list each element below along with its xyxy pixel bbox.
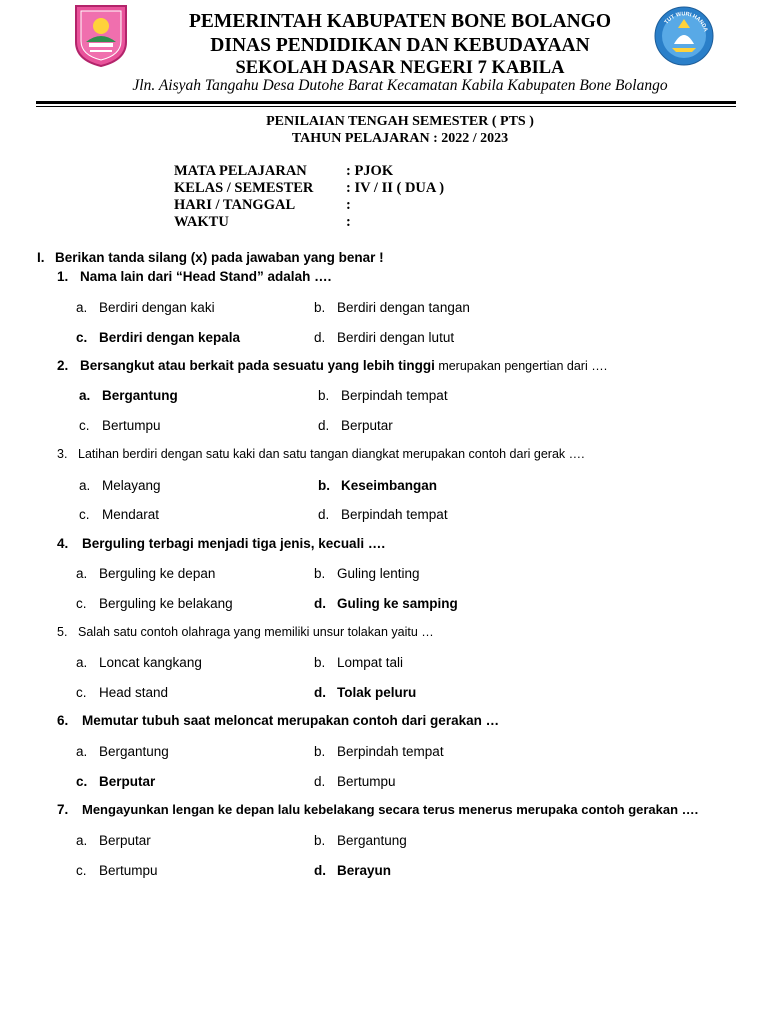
option-text: Guling lenting bbox=[337, 566, 420, 581]
identity-value: : IV / II ( DUA ) bbox=[346, 180, 445, 196]
option-letter: c. bbox=[79, 507, 90, 522]
question-text: Mengayunkan lengan ke depan lalu kebelakang secara terus menerus merupaka contoh gerakan …. bbox=[82, 802, 699, 817]
option-text: Berguling ke belakang bbox=[99, 596, 233, 611]
identity-row bbox=[174, 163, 393, 180]
question-text: Latihan berdiri dengan satu kaki dan satu tangan diangkat merupakan contoh dari gerak …. bbox=[78, 447, 585, 461]
question-text: Berguling terbagi menjadi tiga jenis, kecuali …. bbox=[82, 536, 386, 551]
option-text: Berdiri dengan kepala bbox=[99, 330, 241, 345]
option-letter: b. bbox=[314, 833, 326, 848]
option-letter: c. bbox=[76, 596, 87, 611]
option-text: Bertumpu bbox=[99, 863, 158, 878]
question-number: 5. bbox=[57, 625, 68, 639]
option-letter: c. bbox=[76, 863, 87, 878]
question-number: 2. bbox=[57, 358, 69, 373]
option-letter: b. bbox=[318, 478, 330, 493]
option-text: Bertumpu bbox=[337, 774, 396, 789]
option-text: Berdiri dengan kaki bbox=[99, 300, 215, 315]
option-text: Bergantung bbox=[99, 744, 169, 759]
identity-label: WAKTU bbox=[174, 214, 229, 230]
option-letter: d. bbox=[314, 330, 326, 345]
question-text: Salah satu contoh olahraga yang memiliki unsur tolakan yaitu … bbox=[78, 625, 434, 639]
option-letter: a. bbox=[76, 566, 88, 581]
header-rule-thick bbox=[36, 101, 736, 104]
option-text: Tolak peluru bbox=[337, 685, 417, 700]
exam-year: TAHUN PELAJARAN : 2022 / 2023 bbox=[291, 131, 509, 146]
option-text: Berdiri dengan lutut bbox=[337, 330, 455, 345]
question-text: Nama lain dari “Head Stand” adalah …. bbox=[80, 269, 332, 284]
option-letter: d. bbox=[318, 418, 330, 433]
section-instruction: Berikan tanda silang (x) pada jawaban yang benar ! bbox=[55, 250, 384, 265]
option-text: Berputar bbox=[99, 774, 156, 789]
option-letter: b. bbox=[314, 655, 326, 670]
identity-label: KELAS / SEMESTER bbox=[174, 180, 314, 196]
option-text: Mendarat bbox=[102, 507, 160, 522]
question-number: 1. bbox=[57, 269, 69, 284]
option-text: Berpindah tempat bbox=[337, 744, 444, 759]
question-number: 4. bbox=[57, 536, 69, 551]
option-letter: b. bbox=[314, 566, 326, 581]
option-letter: d. bbox=[314, 596, 326, 611]
option-letter: c. bbox=[76, 330, 88, 345]
question-text bbox=[80, 358, 607, 373]
identity-value: : bbox=[346, 214, 351, 230]
kop-line-2: DINAS PENDIDIKAN DAN KEBUDAYAAN bbox=[210, 35, 590, 56]
option-text: Head stand bbox=[99, 685, 169, 700]
option-text: Berpindah tempat bbox=[341, 507, 448, 522]
school-address: Jln. Aisyah Tangahu Desa Dutohe Barat Kecamatan Kabila Kabupaten Bone Bolango bbox=[132, 77, 668, 94]
option-letter: c. bbox=[76, 774, 88, 789]
identity-row bbox=[174, 180, 444, 197]
option-letter: d. bbox=[318, 507, 330, 522]
question-text-tail: merupakan pengertian dari …. bbox=[434, 359, 608, 373]
logo-banner-text: TUT WURI HANDA bbox=[663, 11, 709, 33]
option-letter: c. bbox=[79, 418, 90, 433]
option-letter: c. bbox=[76, 685, 87, 700]
question-number: 3. bbox=[57, 447, 68, 461]
option-text: Bertumpu bbox=[102, 418, 161, 433]
option-text: Lompat tali bbox=[337, 655, 404, 670]
question-text: Memutar tubuh saat meloncat merupakan contoh dari gerakan … bbox=[82, 713, 500, 728]
option-letter: d. bbox=[314, 774, 326, 789]
option-text: Bergantung bbox=[337, 833, 407, 848]
option-text: Berdiri dengan tangan bbox=[337, 300, 470, 315]
option-letter: a. bbox=[76, 744, 88, 759]
option-text: Berputar bbox=[341, 418, 393, 433]
header-rule-thin bbox=[36, 106, 736, 107]
option-text: Berguling ke depan bbox=[99, 566, 216, 581]
option-letter: a. bbox=[76, 300, 88, 315]
identity-value: : bbox=[346, 197, 351, 213]
section-number: I. bbox=[37, 250, 45, 265]
option-letter: b. bbox=[318, 388, 330, 403]
option-letter: d. bbox=[314, 863, 326, 878]
option-letter: a. bbox=[79, 478, 91, 493]
option-letter: b. bbox=[314, 744, 326, 759]
option-letter: a. bbox=[76, 833, 88, 848]
option-text: Loncat kangkang bbox=[99, 655, 202, 670]
identity-value: : PJOK bbox=[346, 163, 394, 179]
option-text: Melayang bbox=[102, 478, 161, 493]
option-letter: a. bbox=[79, 388, 91, 403]
question-text-main: Bersangkut atau berkait pada sesuatu yang lebih tinggi bbox=[80, 358, 435, 373]
option-letter: a. bbox=[76, 655, 88, 670]
option-letter: b. bbox=[314, 300, 326, 315]
identity-label: HARI / TANGGAL bbox=[174, 197, 296, 213]
identity-label: MATA PELAJARAN bbox=[174, 163, 307, 179]
option-text: Berpindah tempat bbox=[341, 388, 448, 403]
option-text: Bergantung bbox=[102, 388, 178, 403]
exam-title: PENILAIAN TENGAH SEMESTER ( PTS ) bbox=[266, 114, 534, 129]
option-text: Berputar bbox=[99, 833, 151, 848]
identity-row bbox=[174, 214, 351, 231]
option-text: Berayun bbox=[337, 863, 392, 878]
option-text: Keseimbangan bbox=[341, 478, 438, 493]
question-number: 7. bbox=[57, 802, 69, 817]
option-letter: d. bbox=[314, 685, 326, 700]
kop-line-3: SEKOLAH DASAR NEGERI 7 KABILA bbox=[235, 58, 565, 78]
kop-line-1: PEMERINTAH KABUPATEN BONE BOLANGO bbox=[189, 11, 611, 32]
question-number: 6. bbox=[57, 713, 69, 728]
identity-row bbox=[174, 197, 351, 214]
option-text: Guling ke samping bbox=[337, 596, 458, 611]
